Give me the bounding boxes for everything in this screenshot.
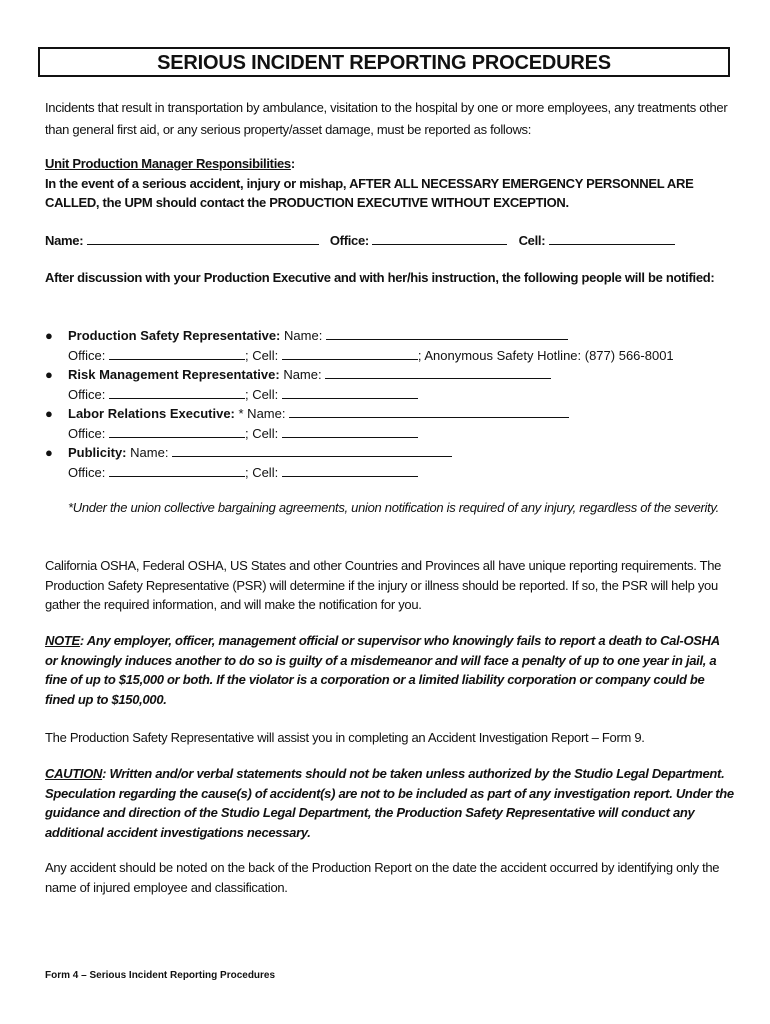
contact-name-label: * Name: — [238, 406, 286, 421]
list-item — [45, 443, 745, 482]
after-discussion-paragraph: After discussion with your Production Executive and with her/his instruction, the following people will be notified: — [45, 270, 715, 285]
list-item — [45, 365, 745, 404]
contact-name-field[interactable] — [172, 444, 452, 457]
closing-paragraph: Any accident should be noted on the back of the Production Report on the date the accident occurred by identifying only the name of injured employee and classification. — [45, 860, 720, 895]
contact-office-field[interactable] — [109, 347, 245, 360]
note-paragraph — [45, 631, 735, 709]
contact-cell-field[interactable] — [282, 347, 418, 360]
cell-field[interactable] — [549, 232, 675, 245]
contact-office-field[interactable] — [109, 425, 245, 438]
contact-office-label: Office: — [68, 386, 106, 402]
contact-cell-field[interactable] — [282, 425, 418, 438]
name-label: Name: — [45, 233, 84, 248]
contact-role: Labor Relations Executive: — [68, 406, 235, 421]
cell-label: Cell: — [518, 233, 546, 248]
upm-heading: Unit Production Manager Responsibilities — [45, 156, 291, 171]
upm-heading-colon: : — [290, 156, 295, 171]
contact-name-label: Name: — [284, 328, 323, 343]
hotline-text: ; Anonymous Safety Hotline: (877) 566-8001 — [417, 347, 674, 363]
union-note: *Under the union collective bargaining agreements, union notification is required of any injury, regardless of the severity. — [68, 500, 719, 515]
office-label: Office: — [329, 233, 369, 248]
upm-section — [45, 154, 735, 213]
contact-cell-label: ; Cell: — [244, 386, 279, 402]
caution-text: : Written and/or verbal statements should not be taken unless authorized by the Studio Legal Department. Speculation regarding the cause(s) of accident(s) are not to be included as part of any investigation report. Under the guidance and direction of the Studio Legal Department, the Production Safety Representative will conduct any additional accident investigations necessary. — [45, 766, 734, 840]
osha-paragraph: California OSHA, Federal OSHA, US States and other Countries and Provinces all have unique reporting requirements. The Production Safety Representative (PSR) will determine if the injury or illness should be reported. If so, the PSR will help you gather the required information, and will make the notification for you. — [45, 558, 722, 612]
bullet-icon: ● — [45, 328, 53, 343]
contact-cell-label: ; Cell: — [244, 464, 279, 480]
contact-office-field[interactable] — [109, 386, 245, 399]
contact-office-label: Office: — [68, 425, 106, 441]
bullet-icon: ● — [45, 367, 53, 382]
contact-name-field[interactable] — [326, 327, 568, 340]
note-text: : Any employer, officer, management official or supervisor who knowingly fails to report a death to Cal-OSHA or knowingly induces another to do so is guilty of a misdemeanor and will face a penalty of up to one year in jail, a fine of up to $15,000 or both. If the violator is a corporation or a limited liability corporation or company could be fined up to $150,000. — [45, 633, 720, 707]
contact-role: Production Safety Representative: — [68, 328, 281, 343]
name-field[interactable] — [87, 232, 319, 245]
contact-cell-field[interactable] — [282, 464, 418, 477]
contact-cell-label: ; Cell: — [244, 347, 279, 363]
contact-name-label: Name: — [283, 367, 322, 382]
contact-name-label: Name: — [130, 445, 169, 460]
contact-office-label: Office: — [68, 347, 106, 363]
contacts-list — [45, 326, 745, 482]
contact-role: Publicity: — [68, 445, 127, 460]
page-title: SERIOUS INCIDENT REPORTING PROCEDURES — [38, 47, 730, 77]
bullet-icon: ● — [45, 406, 53, 421]
contact-name-field[interactable] — [325, 366, 551, 379]
contact-name-field[interactable] — [289, 405, 569, 418]
list-item — [45, 404, 745, 443]
office-field[interactable] — [372, 232, 507, 245]
caution-label: CAUTION — [45, 766, 103, 781]
form9-paragraph: The Production Safety Representative will assist you in completing an Accident Investigation Report – Form 9. — [45, 730, 645, 745]
caution-paragraph — [45, 764, 735, 842]
contact-cell-label: ; Cell: — [244, 425, 279, 441]
note-label: NOTE — [45, 633, 80, 648]
list-item — [45, 326, 745, 365]
upm-instruction: In the event of a serious accident, injury or mishap, AFTER ALL NECESSARY EMERGENCY PERSONNEL ARE CALLED, the UPM should contact the PRODUCTION EXECUTIVE WITHOUT EXCEPTION. — [45, 175, 694, 210]
contact-role: Risk Management Representative: — [68, 367, 280, 382]
page-footer: Form 4 – Serious Incident Reporting Procedures — [45, 970, 276, 981]
contact-office-field[interactable] — [109, 464, 245, 477]
upm-contact-line — [45, 230, 735, 252]
intro-paragraph: Incidents that result in transportation by ambulance, visitation to the hospital by one or more employees, any treatments other than general first aid, or any serious property/asset damage, must be reported as follows: — [45, 100, 728, 137]
contact-cell-field[interactable] — [282, 386, 418, 399]
contact-office-label: Office: — [68, 464, 106, 480]
bullet-icon: ● — [45, 445, 53, 460]
